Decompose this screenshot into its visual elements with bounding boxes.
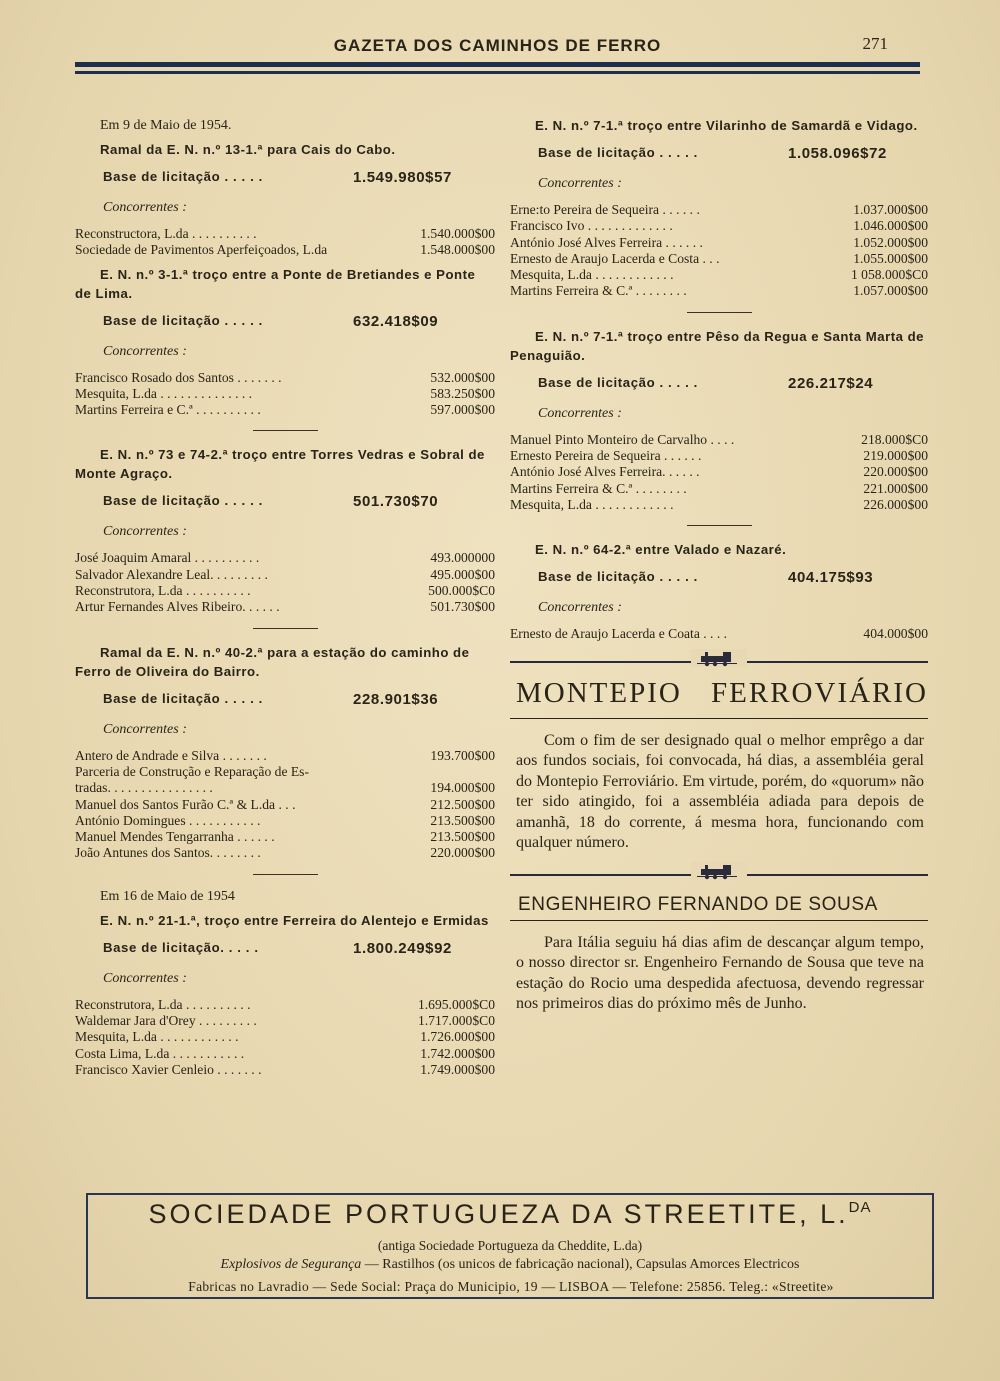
bidder-value: 213.500$00 — [430, 812, 495, 828]
bidder-row — [510, 626, 928, 642]
bidder-name: Mesquita, L.da . . . . . . . . . . . . — [510, 496, 674, 512]
section-heading: Ramal da E. N. n.º 40-2.ª para a estação do caminho de Ferro de Oliveira do Bairro. — [75, 644, 470, 679]
base-licitacao — [538, 569, 928, 586]
bidder-name: Waldemar Jara d'Orey . . . . . . . . . — [75, 1013, 257, 1029]
base-amount: 1.549.980$57 — [353, 169, 452, 186]
bidder-value: 1.052.000$00 — [853, 234, 928, 250]
tender-section — [75, 643, 495, 862]
bidder-value: 194.000$00 — [430, 780, 495, 796]
bidder-row — [75, 797, 495, 813]
bidder-name: Manuel Mendes Tengarranha . . . . . . — [75, 829, 275, 845]
bidder-name: Mesquita, L.da . . . . . . . . . . . . . . — [75, 385, 253, 401]
bidder-value: 1.717.000$C0 — [417, 1013, 495, 1029]
base-licitacao — [103, 940, 495, 957]
ad-products-rest: — Rastilhos (os unicos de fabricação nacional), Capsulas Amorces Electricos — [361, 1257, 800, 1272]
bidder-row — [510, 497, 928, 513]
bidder-value: 404.000$00 — [863, 626, 928, 642]
ad-title: SOCIEDADE PORTUGUEZA DA STREETITE, L. — [148, 1199, 849, 1229]
bidder-row — [510, 267, 928, 283]
bidder-name: Manuel dos Santos Furão C.ª & L.da . . . — [75, 796, 296, 812]
title-underline — [510, 920, 928, 921]
section-heading: E. N. n.º 64-2.ª entre Valado e Nazaré. — [535, 542, 787, 558]
bidder-row — [510, 481, 928, 497]
bidder-value: 213.500$00 — [430, 829, 495, 845]
section-heading: E. N. n.º 7-1.ª troço entre Pêso da Regua e Santa Marta de Penaguião. — [510, 328, 924, 363]
base-licitacao — [538, 145, 928, 162]
concorrentes-label: Concorrentes : — [538, 600, 622, 616]
journal-title: GAZETA DOS CAMINHOS DE FERRO — [333, 36, 662, 55]
bidder-name: Ernesto de Araujo Lacerda e Coata . . . . — [510, 626, 728, 642]
section-separator — [687, 312, 752, 313]
tender-section — [75, 265, 495, 419]
bidder-value: 212.500$00 — [430, 796, 495, 812]
bidder-row — [510, 251, 928, 267]
bidder-name: tradas. . . . . . . . . . . . . . . . — [75, 780, 213, 796]
base-amount: 1.800.249$92 — [353, 939, 452, 957]
right-column — [510, 112, 928, 1015]
montepio-text: Com o fim de ser designado qual o melhor emprêgo a dar aos fundos sociais, foi convocada, há dias, a assembléia geral do Montepio Ferroviário. Em virtude, porém, do «quorum» não ter sido atingido, foi a assembléia adiada para depois de amanhã, 18 do corrente, á mesma hora, funcionando com qualquer número. — [516, 731, 924, 852]
bidder-row — [75, 829, 495, 845]
engenheiro-title: ENGENHEIRO FERNANDO DE SOUSA — [518, 893, 878, 915]
tender-section — [75, 445, 495, 615]
base-label: Base de licitação. . . . . — [103, 939, 259, 955]
bidder-name: Artur Fernandes Alves Ribeiro. . . . . . — [75, 599, 280, 615]
base-label: Base de licitação . . . . . — [103, 493, 263, 509]
bidder-name: Manuel Pinto Monteiro de Carvalho . . . . — [510, 431, 735, 447]
bidder-name: Salvador Alexandre Leal. . . . . . . . . — [75, 566, 268, 582]
section-separator — [687, 525, 752, 526]
bidder-value: 532.000$00 — [430, 369, 495, 385]
bidder-row — [75, 1062, 495, 1078]
bidder-name: Ernesto Pereira de Sequeira . . . . . . — [510, 448, 702, 464]
concorrentes-label: Concorrentes : — [103, 524, 187, 540]
bidder-row — [510, 432, 928, 448]
section-separator — [253, 874, 318, 875]
bidder-row — [510, 218, 928, 234]
bidder-value: 1.037.000$00 — [853, 202, 928, 217]
ad-subtitle: (antiga Sociedade Portugueza da Cheddite, L.da) — [377, 1238, 643, 1253]
bidder-row — [75, 599, 495, 615]
bidder-row — [75, 813, 495, 829]
section-heading: E. N. n.º 21-1.ª, troço entre Ferreira do Alentejo e Ermidas — [100, 912, 489, 928]
bidder-row — [75, 370, 495, 386]
bidder-value: 1.548.000$00 — [420, 242, 495, 258]
base-licitacao — [103, 691, 495, 708]
header-rule-thick — [75, 62, 920, 67]
bidder-name: Reconstrutora, L.da . . . . . . . . . . — [75, 996, 251, 1012]
bidder-row — [75, 242, 495, 258]
bidder-name: Martins Ferreira & C.ª . . . . . . . . — [510, 480, 687, 496]
engenheiro-text: Para Itália seguiu há dias afim de descançar algum tempo, o nosso director sr. Engenheiro Fernando de Sousa que teve na estação do Rocio uma despedida afectuosa, devendo regressar nos primeiros dias do próximo mês de Junho. — [516, 933, 924, 1013]
bidder-name: Martins Ferreira & C.ª . . . . . . . . — [510, 283, 687, 299]
montepio-title-right: FERROVIÁRIO — [711, 676, 928, 709]
base-label: Base de licitação . . . . . — [538, 374, 698, 390]
bidder-name: António José Alves Ferreira . . . . . . — [510, 234, 703, 250]
bidder-name: Costa Lima, L.da . . . . . . . . . . . — [75, 1045, 245, 1061]
bidder-row — [75, 1013, 495, 1029]
base-licitacao — [103, 169, 495, 186]
bidder-value: 1.046.000$00 — [853, 218, 928, 234]
locomotive-icon — [691, 649, 747, 667]
bidder-row — [75, 226, 495, 242]
bidder-row — [510, 202, 928, 218]
concorrentes-label: Concorrentes : — [103, 721, 187, 737]
bidder-row — [75, 764, 495, 780]
base-amount: 501.730$70 — [353, 493, 439, 511]
ad-address: Fabricas no Lavradio — Sede Social: Praça do Municipio, 19 — LISBOA — Telefone: 25856. Teleg.: «Streetite» — [188, 1279, 834, 1294]
bidder-name: Mesquita, L.da . . . . . . . . . . . . — [510, 267, 674, 283]
base-licitacao — [538, 375, 928, 392]
bidder-value: 1.055.000$00 — [853, 250, 928, 266]
page-number: 271 — [862, 34, 888, 53]
bidder-name: José Joaquim Amaral . . . . . . . . . . — [75, 550, 260, 566]
section-separator — [253, 430, 318, 431]
bidder-name: Reconstrutora, L.da . . . . . . . . . . — [75, 583, 251, 599]
left-column — [75, 112, 495, 1084]
locomotive-icon — [691, 862, 747, 880]
concorrentes-label: Concorrentes : — [538, 405, 622, 421]
bidder-value — [417, 764, 495, 780]
bidder-row — [75, 402, 495, 418]
bidder-name: Francisco Ivo . . . . . . . . . . . . . — [510, 218, 673, 234]
section-heading: Ramal da E. N. n.º 13-1.ª para Cais do Cabo. — [100, 142, 396, 157]
base-label: Base de licitação . . . . . — [538, 569, 698, 585]
bidder-row — [75, 583, 495, 599]
bidder-name: Mesquita, L.da . . . . . . . . . . . . — [75, 1029, 239, 1045]
bidder-value: 597.000$00 — [430, 402, 495, 418]
ad-company-name — [88, 1199, 932, 1230]
bidder-name: João Antunes dos Santos. . . . . . . . — [75, 845, 261, 861]
bidder-value: 500.000$C0 — [428, 583, 495, 599]
base-amount: 632.418$09 — [353, 312, 439, 330]
date-line: Em 16 de Maio de 1954 — [100, 888, 235, 904]
bidder-row — [75, 550, 495, 566]
bidder-name: Ernesto de Araujo Lacerda e Costa . . . — [510, 250, 720, 266]
bidder-value: 1.540.000$00 — [420, 226, 495, 241]
bidder-row — [510, 235, 928, 251]
bidder-name: Francisco Rosado dos Santos . . . . . . . — [75, 369, 282, 385]
ad-title-sup: DA — [848, 1199, 872, 1216]
base-label: Base de licitação . . . . . — [538, 145, 698, 160]
bidder-name: António José Alves Ferreira. . . . . . — [510, 464, 700, 480]
header-rule-thin — [75, 71, 920, 74]
base-amount: 404.175$93 — [788, 569, 874, 587]
base-amount: 1.058.096$72 — [788, 145, 887, 162]
bidder-row — [510, 464, 928, 480]
bidder-value: 1.695.000$C0 — [417, 996, 495, 1012]
bidder-value: 1 058.000$C0 — [850, 267, 928, 283]
bidder-value: 1.057.000$00 — [853, 283, 928, 299]
montepio-title — [516, 677, 928, 712]
tender-section — [75, 140, 495, 259]
montepio-title-left: MONTEPIO — [516, 676, 682, 709]
bidder-name: António Domingues . . . . . . . . . . . — [75, 812, 261, 828]
base-label: Base de licitação . . . . . — [103, 312, 263, 328]
bidder-row — [75, 386, 495, 402]
bidder-name: Sociedade de Pavimentos Aperfeiçoados, L.da — [75, 242, 328, 258]
section-separator — [253, 628, 318, 629]
base-label: Base de licitação . . . . . — [103, 690, 263, 706]
bidder-name: Parceria de Construção e Reparação de Es- — [75, 763, 310, 779]
bidder-row — [75, 845, 495, 861]
ad-products — [88, 1257, 932, 1273]
bidder-name: Francisco Xavier Cenleio . . . . . . . — [75, 1061, 262, 1077]
concorrentes-label: Concorrentes : — [103, 343, 187, 359]
bidder-value: 193.700$00 — [430, 747, 495, 763]
bidder-row — [75, 567, 495, 583]
bidder-row — [75, 748, 495, 764]
bidder-value: 493.000000 — [430, 550, 495, 566]
section-heading: E. N. n.º 7-1.ª troço entre Vilarinho de Samardã e Vidago. — [535, 118, 918, 133]
train-ornament-rule — [510, 862, 928, 884]
bidder-name: Erne:to Pereira de Sequeira . . . . . . — [510, 202, 700, 217]
base-label: Base de licitação . . . . . — [103, 169, 263, 184]
bidder-row — [75, 997, 495, 1013]
base-licitacao — [103, 493, 495, 510]
concorrentes-label: Concorrentes : — [538, 176, 622, 191]
tender-section — [510, 116, 928, 300]
bidder-row — [75, 780, 495, 796]
bidder-value: 220.000$00 — [863, 464, 928, 480]
tender-section — [510, 540, 928, 642]
tender-section — [75, 911, 495, 1078]
bidder-value: 1.749.000$00 — [420, 1061, 495, 1077]
bidder-value: 219.000$00 — [863, 448, 928, 464]
date-line: Em 9 de Maio de 1954. — [100, 118, 232, 133]
tender-section — [510, 327, 928, 513]
base-amount: 226.217$24 — [788, 374, 874, 392]
advertisement-box — [86, 1193, 934, 1299]
train-ornament-rule — [510, 649, 928, 671]
bidder-row — [510, 448, 928, 464]
bidder-value: 226.000$00 — [863, 496, 928, 512]
concorrentes-label: Concorrentes : — [103, 970, 187, 986]
bidder-name: Antero de Andrade e Silva . . . . . . . — [75, 747, 267, 763]
bidder-value: 220.000$00 — [430, 845, 495, 861]
bidder-value: 218.000$C0 — [861, 431, 928, 447]
bidder-name: Martins Ferreira e C.ª . . . . . . . . . . — [75, 402, 261, 418]
bidder-value: 1.726.000$00 — [420, 1029, 495, 1045]
ad-products-italic: Explosivos de Segurança — [220, 1257, 362, 1272]
bidder-value: 501.730$00 — [430, 599, 495, 615]
bidder-name: Reconstructora, L.da . . . . . . . . . . — [75, 226, 257, 241]
bidder-row — [75, 1029, 495, 1045]
bidder-value: 1.742.000$00 — [420, 1045, 495, 1061]
page-header — [75, 30, 920, 80]
section-heading: E. N. n.º 3-1.ª troço entre a Ponte de Bretiandes e Ponte de Lima. — [75, 266, 476, 301]
concorrentes-label: Concorrentes : — [103, 200, 187, 215]
bidder-row — [75, 1046, 495, 1062]
base-licitacao — [103, 313, 495, 330]
bidder-value: 221.000$00 — [863, 480, 928, 496]
base-amount: 228.901$36 — [353, 690, 439, 708]
bidder-row — [510, 283, 928, 299]
title-underline — [510, 718, 928, 719]
bidder-value: 583.250$00 — [430, 385, 495, 401]
bidder-value: 495.000$00 — [430, 566, 495, 582]
section-heading: E. N. n.º 73 e 74-2.ª troço entre Torres Vedras e Sobral de Monte Agraço. — [75, 447, 485, 482]
